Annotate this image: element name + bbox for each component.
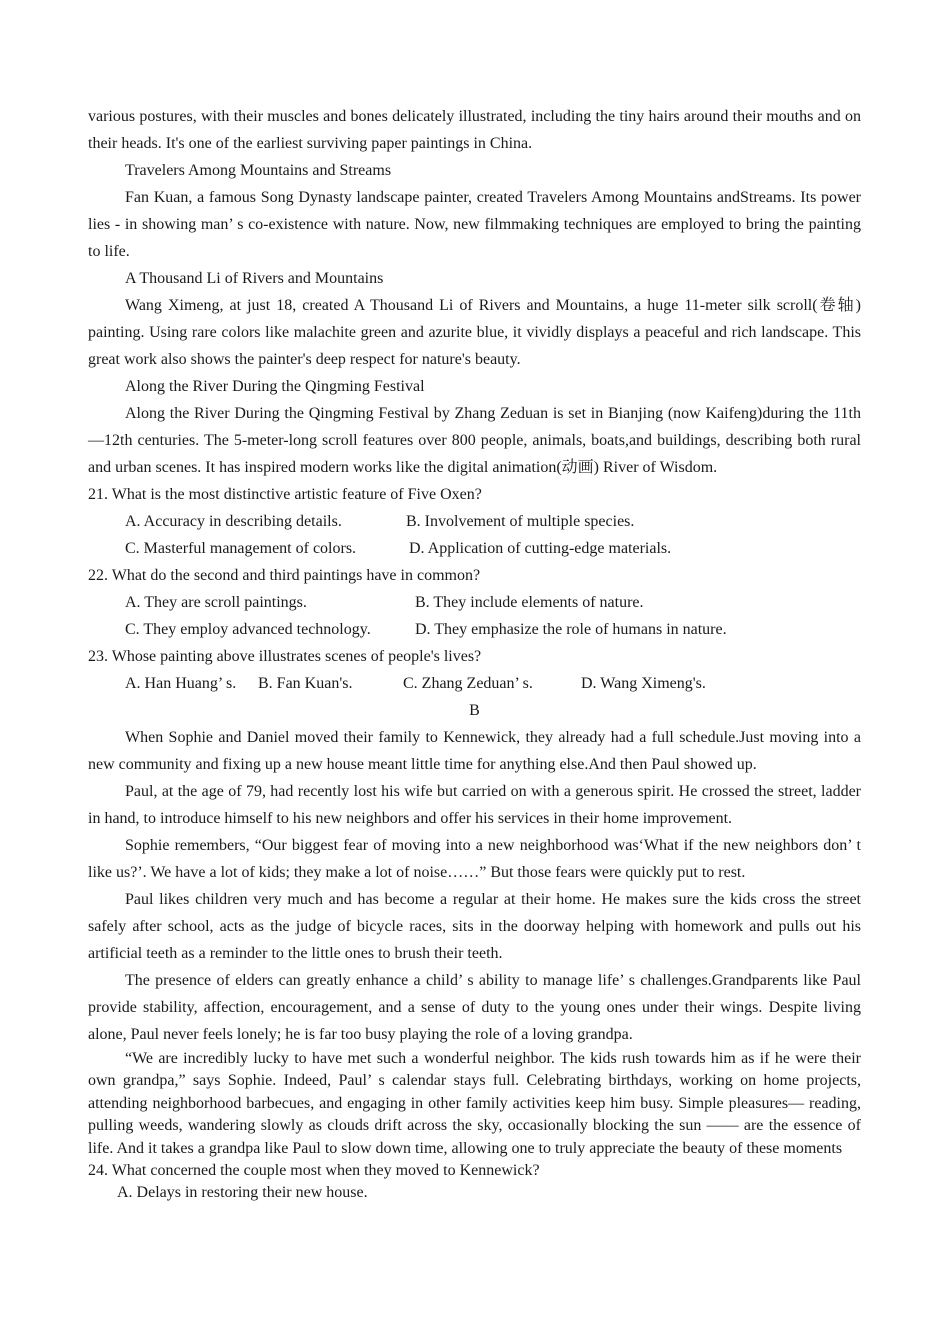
painting-heading-qingming: Along the River During the Qingming Festival <box>125 378 425 395</box>
passage-b-paragraph-3: Sophie remembers, “Our biggest fear of moving into a new neighborhood was‘What if the new neighbors don’ t like us?’. We have a lot of kids; they make a lot of noise……” But those fears were quickly put to rest. <box>88 837 861 881</box>
document-page <box>88 103 861 1205</box>
passage-b-paragraph-2: Paul, at the age of 79, had recently lost his wife but carried on with a generous spirit. He crossed the street, ladder in hand, to introduce himself to his new neighbors and offer his services in their home improvement. <box>88 783 861 827</box>
option-21-d: D. Application of cutting-edge materials. <box>409 540 672 557</box>
option-23-a: A. Han Huang’ s. <box>125 675 237 692</box>
option-21-c: C. Masterful management of colors. <box>125 540 357 557</box>
question-23-options <box>125 670 861 697</box>
question-22: 22. What do the second and third paintings have in common? <box>88 567 481 584</box>
question-22-options-row-2 <box>125 616 861 643</box>
option-22-a: A. They are scroll paintings. <box>125 594 307 611</box>
option-21-a: A. Accuracy in describing details. <box>125 513 342 530</box>
option-23-d: D. Wang Ximeng's. <box>581 675 706 692</box>
option-22-c: C. They employ advanced technology. <box>125 621 371 638</box>
painting-heading-thousand-li: A Thousand Li of Rivers and Mountains <box>125 270 384 287</box>
painting-heading-travelers: Travelers Among Mountains and Streams <box>125 162 392 179</box>
passage-a-paragraph-1: Fan Kuan, a famous Song Dynasty landscape painter, created Travelers Among Mountains andStreams. Its power lies - in showing man’ s co-existence with nature. Now, new filmmaking techniques are employed to bring the painting to life. <box>88 189 861 260</box>
passage-b-paragraph-1: When Sophie and Daniel moved their family to Kennewick, they already had a full schedule.Just moving into a new community and fixing up a new house meant little time for anything else.And then Paul showed up. <box>88 729 861 773</box>
option-24-a: A. Delays in restoring their new house. <box>117 1184 368 1202</box>
option-22-b: B. They include elements of nature. <box>415 594 644 611</box>
question-23: 23. Whose painting above illustrates scenes of people's lives? <box>88 648 482 665</box>
question-21-options-row-2 <box>125 535 861 562</box>
passage-a-paragraph-0: various postures, with their muscles and bones delicately illustrated, including the tiny hairs around their mouths and on their heads. It's one of the earliest surviving paper paintings in China. <box>88 108 861 152</box>
question-22-options-row-1 <box>125 589 861 616</box>
passage-b-paragraph-5: The presence of elders can greatly enhance a child’ s ability to manage life’ s challenges.Grandparents like Paul provide stability, affection, encouragement, and a sense of duty to the young ones under their wings. Despite living alone, Paul never feels lonely; he is far too busy playing the role of a loving grandpa. <box>88 972 861 1043</box>
question-24: 24. What concerned the couple most when they moved to Kennewick? <box>88 1162 540 1180</box>
passage-b-paragraph-4: Paul likes children very much and has become a regular at their home. He makes sure the kids cross the street safely after school, acts as the judge of bicycle races, sits in the doorway helping with homework and pulls out his artificial teeth as a reminder to the little ones to brush their teeth. <box>88 891 861 962</box>
option-21-b: B. Involvement of multiple species. <box>406 513 635 530</box>
question-21-options-row-1 <box>125 508 861 535</box>
option-22-d: D. They emphasize the role of humans in nature. <box>415 621 727 638</box>
question-21: 21. What is the most distinctive artistic feature of Five Oxen? <box>88 486 482 503</box>
passage-a-paragraph-2: Wang Ximeng, at just 18, created A Thousand Li of Rivers and Mountains, a huge 11-meter silk scroll(卷轴) painting. Using rare colors like malachite green and azurite blue, it vividly displays a peaceful and rich landscape. This great work also shows the painter's deep respect for nature's beauty. <box>88 297 861 368</box>
passage-a-paragraph-3: Along the River During the Qingming Festival by Zhang Zeduan is set in Bianjing (now Kaifeng)during the 11th—12th centuries. The 5-meter-long scroll features over 800 people, animals, boats,and buildings, describing both rural and urban scenes. It has inspired modern works like the digital animation(动画) River of Wisdom. <box>88 405 861 476</box>
option-23-b: B. Fan Kuan's. <box>258 675 353 692</box>
section-heading-b: B <box>469 702 480 719</box>
option-23-c: C. Zhang Zeduan’ s. <box>403 675 533 692</box>
passage-b-paragraph-6: “We are incredibly lucky to have met such a wonderful neighbor. The kids rush towards him as if he were their own grandpa,” says Sophie. Indeed, Paul’ s calendar stays full. Celebrating birthdays, working on home projects, attending neighborhood barbecues, and engaging in other family activities keep him busy. Simple pleasures— reading, pulling weeds, wandering slowly as clouds drift across the sky, occasionally blocking the sun —— are the essence of life. And it takes a grandpa like Paul to slow down time, allowing one to truly appreciate the beauty of these moments <box>88 1050 861 1157</box>
